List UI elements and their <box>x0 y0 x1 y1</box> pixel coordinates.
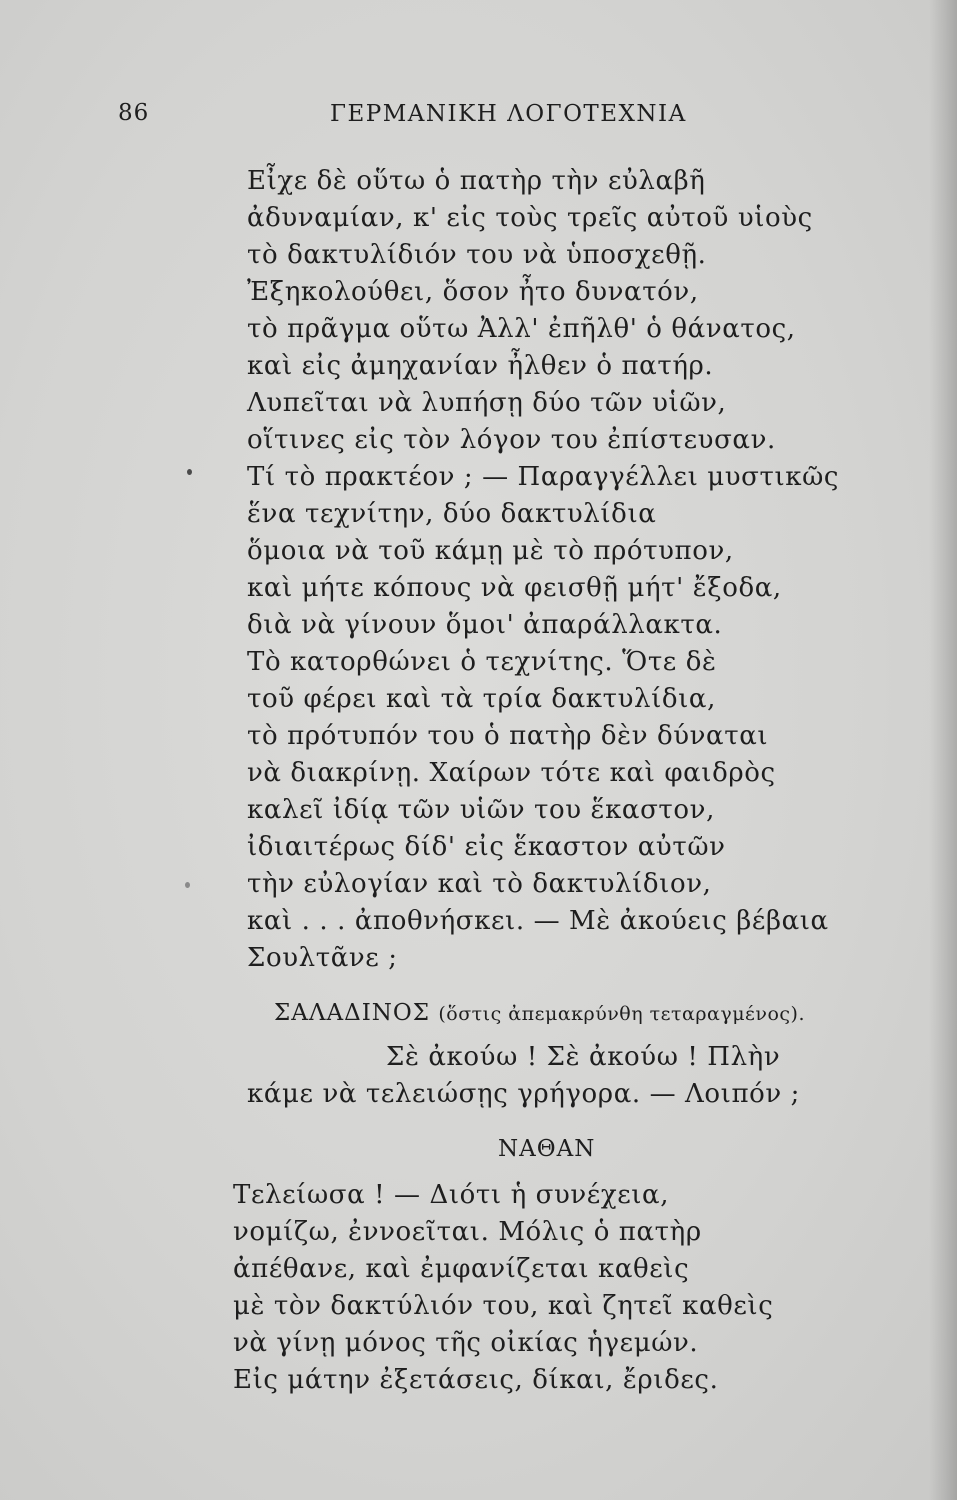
verse-line: τοῦ φέρει καὶ τὰ τρία δακτυλίδια, <box>247 684 716 714</box>
verse-line: Εἰς μάτην ἐξετάσεις, δίκαι, ἔριδες. <box>233 1365 719 1395</box>
verse-line: τὴν εὐλογίαν καὶ τὸ δακτυλίδιον, <box>247 869 712 899</box>
verse-line: Εἶχε δὲ οὕτω ὁ πατὴρ τὴν εὐλαβῆ <box>247 166 706 196</box>
verse-line: κάμε νὰ τελειώσῃς γρήγορα. — Λοιπόν ; <box>247 1079 801 1109</box>
verse-line: οἵτινες εἰς τὸν λόγον του ἐπίστευσαν. <box>247 425 776 455</box>
verse-line: μὲ τὸν δακτύλιόν του, καὶ ζητεῖ καθεὶς <box>233 1291 774 1321</box>
verse-line: Ἐξηκολούθει, ὅσον ἦτο δυνατόν, <box>247 277 699 307</box>
verse-line: τὸ πρᾶγμα οὕτω Ἀλλ' ἐπῆλθ' ὁ θάνατος, <box>247 314 796 344</box>
speaker-heading-saladin <box>274 1000 805 1026</box>
verse-line: διὰ νὰ γίνουν ὅμοι' ἀπαράλλακτα. <box>247 610 723 640</box>
verse-line: καὶ μήτε κόπους νὰ φεισθῇ μήτ' ἔξοδα, <box>247 573 782 603</box>
verse-line: ἀδυναμίαν, κ' εἰς τοὺς τρεῖς αὐτοῦ υἱοὺς <box>247 203 813 233</box>
scan-speck <box>185 882 190 888</box>
page-gutter-shadow <box>929 0 957 1500</box>
scan-speck <box>187 469 192 475</box>
verse-line: ὅμοια νὰ τοῦ κάμῃ μὲ τὸ πρότυπον, <box>247 536 734 566</box>
verse-line: Τὸ κατορθώνει ὁ τεχνίτης. Ὅτε δὲ <box>247 647 717 677</box>
verse-line: Σουλτᾶνε ; <box>247 943 398 973</box>
verse-line: τὸ πρότυπόν του ὁ πατὴρ δὲν δύναται <box>247 721 769 751</box>
verse-line: ἰδιαιτέρως δίδ' εἰς ἕκαστον αὐτῶν <box>247 832 726 862</box>
verse-line: Τελείωσα ! — Διότι ἡ συνέχεια, <box>233 1180 670 1210</box>
page-number: 86 <box>118 100 150 126</box>
verse-line: καὶ εἰς ἀμηχανίαν ἦλθεν ὁ πατήρ. <box>247 351 714 381</box>
verse-line: Λυπεῖται νὰ λυπήσῃ δύο τῶν υἱῶν, <box>247 388 727 418</box>
verse-line: νὰ γίνῃ μόνος τῆς οἰκίας ἡγεμών. <box>233 1328 699 1358</box>
verse-line: ἀπέθανε, καὶ ἐμφανίζεται καθεὶς <box>233 1254 690 1284</box>
stage-direction: (ὅστις ἀπεμακρύνθη τεταραγμένος). <box>438 1003 805 1025</box>
speaker-name: ΣΑΛΑΔΙΝΟΣ <box>274 1000 431 1026</box>
verse-line: καλεῖ ἰδίᾳ τῶν υἱῶν του ἕκαστον, <box>247 795 715 825</box>
verse-line: ἕνα τεχνίτην, δύο δακτυλίδια <box>247 499 657 529</box>
running-head: ΓΕΡΜΑΝΙΚΗ ΛΟΓΟΤΕΧΝΙΑ <box>330 101 687 127</box>
verse-line: Σὲ ἀκούω ! Σὲ ἀκούω ! Πλὴν <box>386 1042 781 1072</box>
verse-line: τὸ δακτυλίδιόν του νὰ ὑποσχεθῇ. <box>247 240 707 270</box>
verse-line: καὶ . . . ἀποθνήσκει. — Μὲ ἀκούεις βέβαια <box>247 906 829 936</box>
verse-line: νὰ διακρίνῃ. Χαίρων τότε καὶ φαιδρὸς <box>247 758 776 788</box>
verse-line: νομίζω, ἐννοεῖται. Μόλις ὁ πατὴρ <box>233 1217 702 1247</box>
speaker-heading-nathan: ΝΑΘΑΝ <box>498 1136 596 1162</box>
verse-line: Τί τὸ πρακτέον ; — Παραγγέλλει μυστικῶς <box>247 462 840 492</box>
